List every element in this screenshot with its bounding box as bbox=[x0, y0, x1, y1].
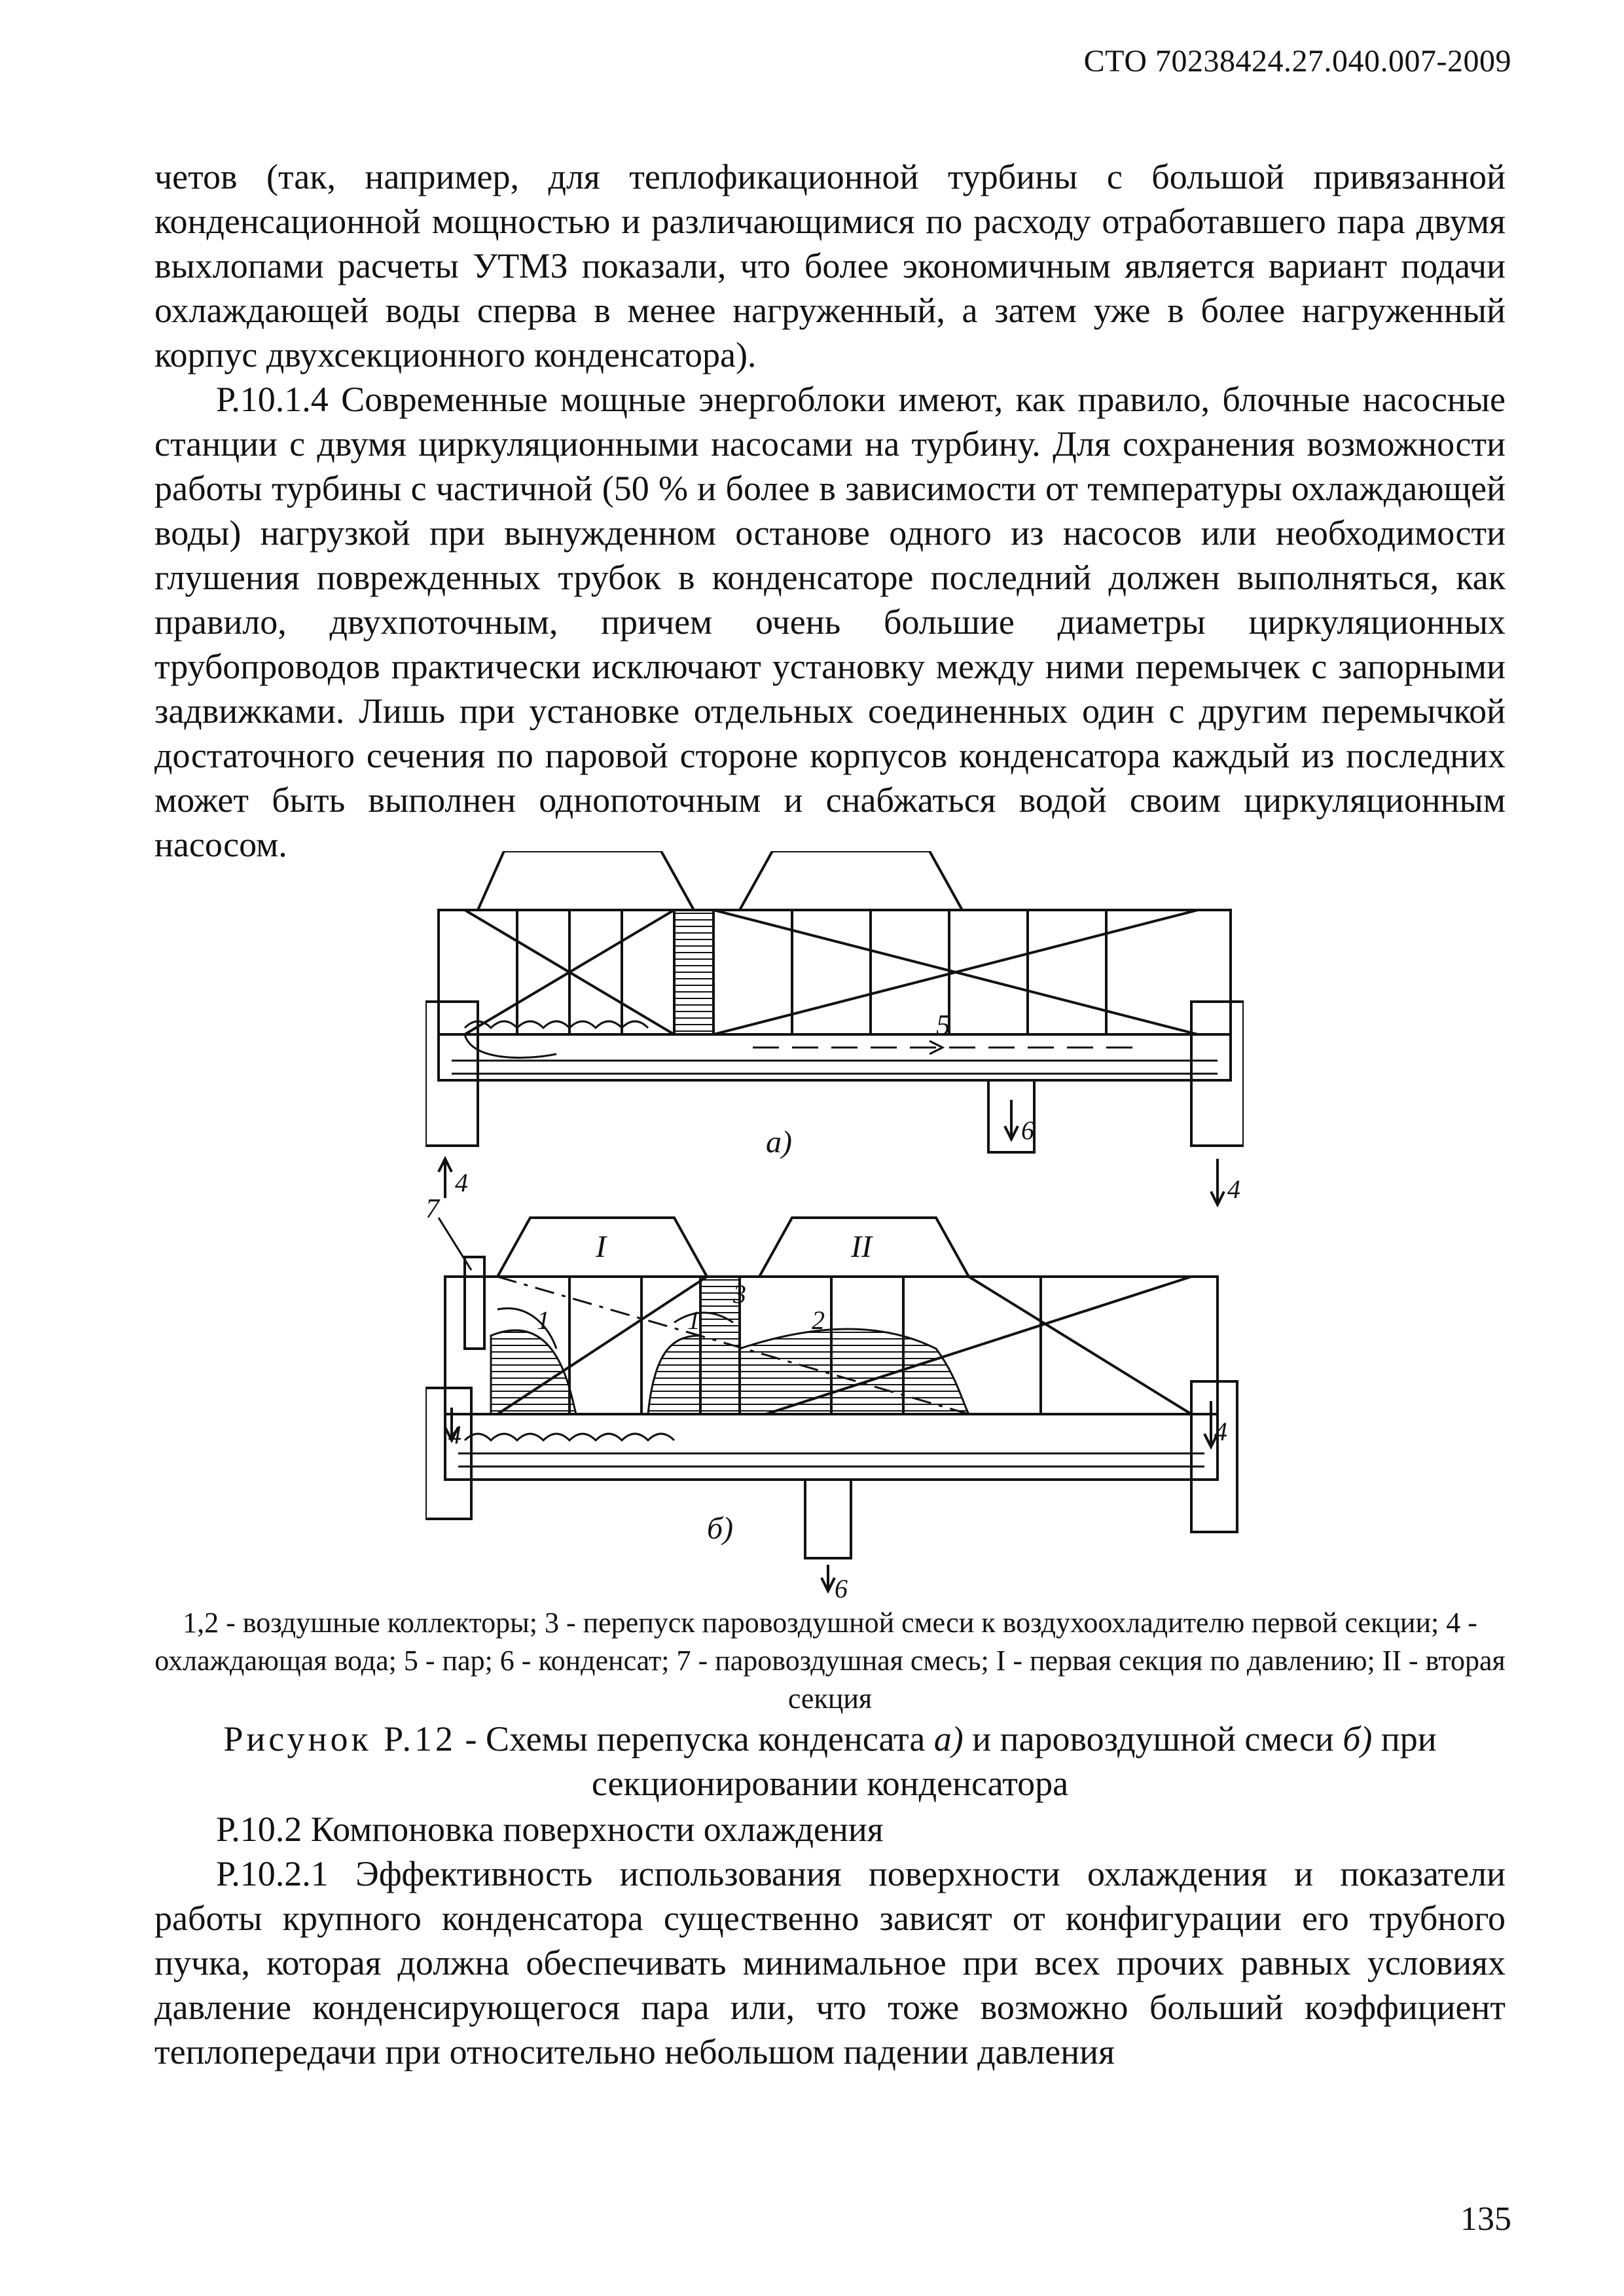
steam-inlet-right bbox=[740, 851, 962, 910]
label-section-2: II bbox=[851, 1230, 872, 1264]
caption-b: б) bbox=[1343, 1719, 1373, 1758]
caption-text-3: при секционировании конденсатора bbox=[591, 1719, 1437, 1803]
paragraph-p10-2-1: Р.10.2.1 Эффективность использования поверхности охлаждения и показатели работы крупного конденсатора существенно зависят от конфигурации его трубного пучка, которая должна обеспечивать минимальное при всех прочих равных условиях давление конденсирующегося пара или, что тоже возможно больший коэффициент теплопередачи при относительно небольшом падении давления bbox=[154, 1854, 1506, 2071]
caption-text-1: - Схемы перепуска конденсата bbox=[456, 1719, 934, 1758]
panel-label-a: а) bbox=[766, 1125, 792, 1159]
label-7: 7 bbox=[425, 1194, 439, 1224]
partition-a bbox=[674, 910, 713, 1034]
figure-condenser-schemes bbox=[425, 851, 1244, 1604]
document-code: СТО 70238424.27.040.007-2009 bbox=[1083, 44, 1511, 79]
panel-label-b: б) bbox=[707, 1511, 734, 1546]
scheme-b bbox=[425, 1194, 1237, 1603]
label-4-left-a: 4 bbox=[455, 1168, 468, 1197]
steam-inlet-left bbox=[478, 851, 694, 910]
condenser-shell-a bbox=[439, 910, 1231, 1080]
air-outlet-7 bbox=[465, 1257, 484, 1349]
paragraph-continuation: четов (так, например, для теплофикационной турбины с большой привязанной конденсационной мощностью и различающимися по расходу отработавшего пара двумя выхлопами расчеты УТМЗ показали, что более экономичным является вариант подачи охлаждающей воды сперва в менее нагруженный, а затем уже в более нагруженный корпус двухсекционного конденсатора). bbox=[154, 157, 1506, 374]
body-text-bottom bbox=[154, 1807, 1506, 2074]
figure-legend: 1,2 - воздушные коллекторы; 3 - перепуск паровоздушной смеси к воздухоохладителю первой секции; 4 - охлаждающая вода; 5 - пар; 6 - конденсат; 7 - паровоздушная смесь; I - первая секция по давлению; II - вторая секция bbox=[154, 1607, 1506, 1715]
paragraph-p10-1-4: Р.10.1.4 Современные мощные энергоблоки имеют, как правило, блочные насосные станции с двумя циркуляционными насосами на турбину. Для сохранения возможности работы турбины с частичной (50 % и более в зависимости от температуры охлаждающей воды) нагрузкой при вынужденном останове одного из насосов или необходимости глушения поврежденных трубок в конденсаторе последний должен выполняться, как правило, двухпоточным, причем очень большие диаметры циркуляционных трубопроводов практически исключают установку между ними перемычек с запорными задвижками. Лишь при установке отдельных соединенных один с другим перемычкой достаточного сечения по паровой стороне корпусов конденсатора каждый из последних может быть выполнен однопоточным и снабжаться водой своим циркуляционным насосом. bbox=[154, 380, 1506, 864]
label-section-1: I bbox=[596, 1230, 606, 1264]
label-4-right-b: 4 bbox=[1214, 1417, 1227, 1446]
section-heading-p10-2: Р.10.2 Компоновка поверхности охлаждения bbox=[216, 1810, 884, 1849]
figure-caption bbox=[154, 1717, 1506, 1806]
condensate-outlet-b bbox=[805, 1480, 851, 1558]
label-6-b: 6 bbox=[835, 1574, 848, 1603]
page-number: 135 bbox=[1460, 2200, 1511, 2238]
body-text-top bbox=[154, 155, 1506, 867]
caption-text-2: и паровоздушной смеси bbox=[963, 1719, 1343, 1758]
label-4-left-b: 4 bbox=[448, 1420, 461, 1449]
label-1-a: 1 bbox=[537, 1305, 550, 1335]
scheme-a bbox=[425, 851, 1244, 1205]
label-5: 5 bbox=[936, 1009, 950, 1041]
label-2: 2 bbox=[812, 1305, 825, 1335]
label-6-a: 6 bbox=[1021, 1116, 1034, 1145]
label-1-b: 1 bbox=[687, 1305, 700, 1335]
caption-a: а) bbox=[933, 1719, 964, 1758]
label-4-right-a: 4 bbox=[1227, 1175, 1240, 1204]
caption-label: Рисунок Р.12 bbox=[223, 1719, 456, 1758]
water-pipe-right-b bbox=[1191, 1381, 1237, 1532]
label-3: 3 bbox=[733, 1279, 746, 1309]
